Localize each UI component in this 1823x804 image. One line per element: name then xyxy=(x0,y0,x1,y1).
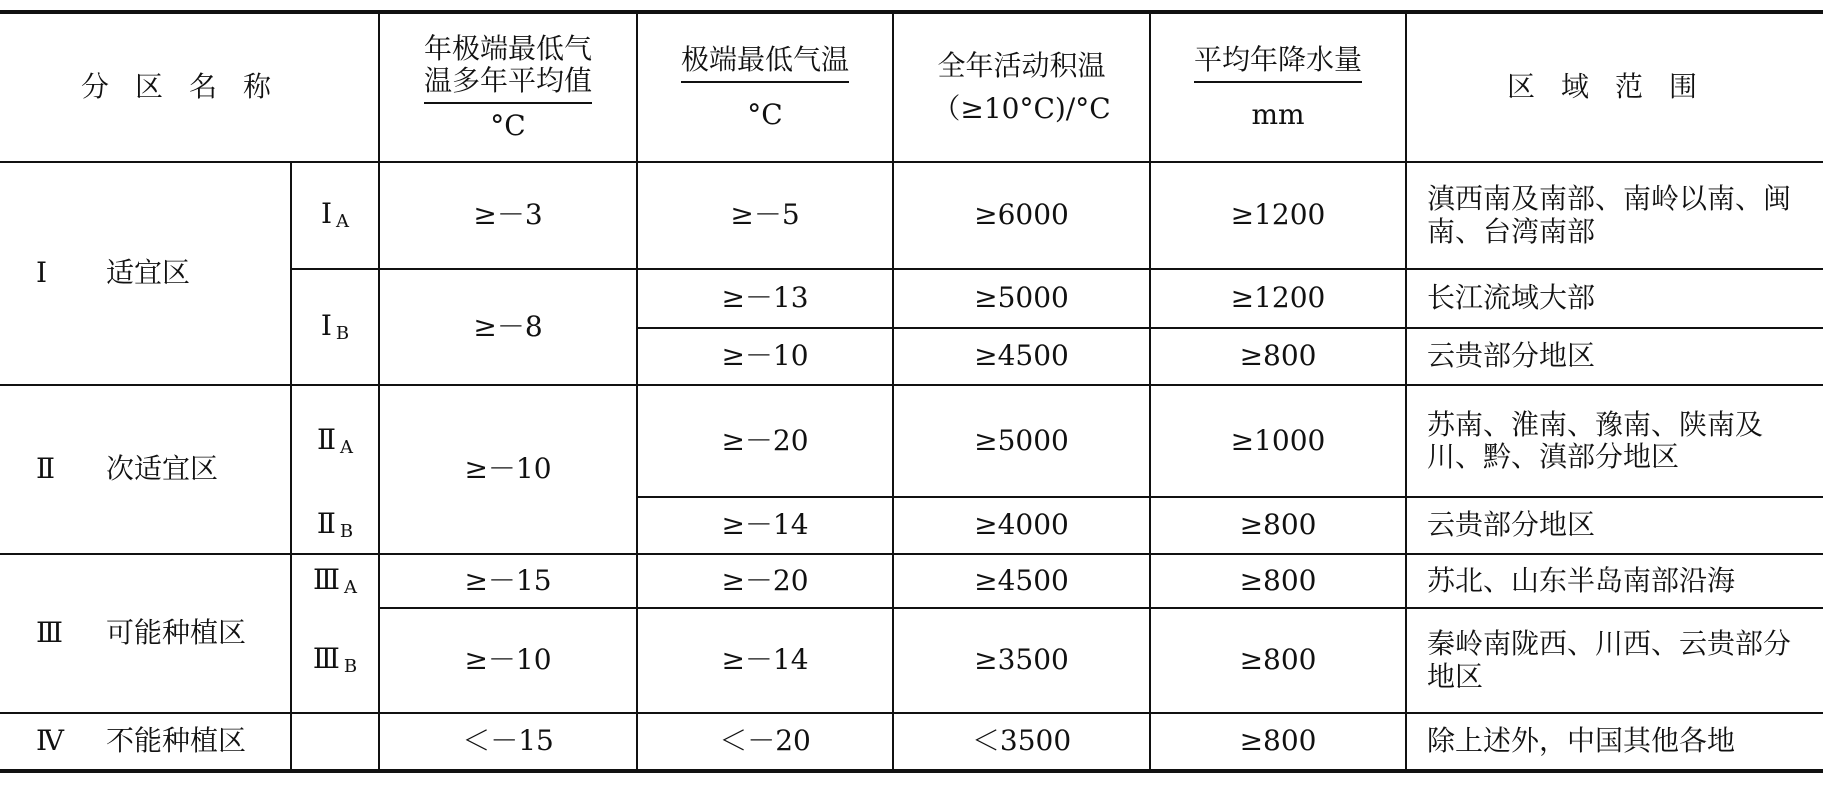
header-zone xyxy=(0,12,379,162)
header-min-temp-avg-label xyxy=(424,33,592,103)
zone-numeral: Ⅰ xyxy=(36,256,48,290)
header-accum-temp xyxy=(893,12,1150,162)
region-cell: 苏北、山东半岛南部沿海 xyxy=(1406,554,1823,608)
header-region xyxy=(1406,12,1823,162)
extreme-min-cell: ≥－13 xyxy=(637,269,893,328)
min-temp-avg-cell: ≥－10 xyxy=(379,385,637,554)
zone-cell-1 xyxy=(0,162,291,385)
extreme-min-cell: ≥－14 xyxy=(637,608,893,713)
header-accum-temp-label: 全年活动积温 xyxy=(937,49,1106,83)
subzone-letter: B xyxy=(343,655,358,677)
header-row xyxy=(0,12,1823,162)
zone-cell-3 xyxy=(0,554,291,713)
extreme-min-cell: ≥－10 xyxy=(637,328,893,385)
precip-cell: ≥800 xyxy=(1150,713,1406,771)
region-cell: 苏南、淮南、豫南、陕南及川、黔、滇部分地区 xyxy=(1406,385,1823,497)
table-row xyxy=(0,162,1823,269)
precip-cell: ≥800 xyxy=(1150,328,1406,385)
subzone-letter: B xyxy=(339,520,354,542)
subzone-cell xyxy=(291,162,379,269)
subzone-numeral: Ⅲ xyxy=(313,563,341,597)
subzone-cell-empty xyxy=(291,713,379,771)
header-min-temp-avg-line1: 年极端最低气 xyxy=(424,32,593,66)
zone-name: 适宜区 xyxy=(106,256,191,290)
subzone-numeral: Ⅱ xyxy=(316,506,336,540)
table-row xyxy=(0,554,1823,608)
subzone-numeral: Ⅰ xyxy=(320,308,332,342)
header-accum-temp-unit: （≥10°C)/°C xyxy=(932,91,1111,125)
table-row xyxy=(0,385,1823,497)
extreme-min-cell: ＜－20 xyxy=(637,713,893,771)
subzone-letter: A xyxy=(340,437,354,459)
region-cell: 云贵部分地区 xyxy=(1406,328,1823,385)
extreme-min-cell: ≥－5 xyxy=(637,162,893,269)
extreme-min-cell: ≥－20 xyxy=(637,385,893,497)
header-min-temp-avg-line2: 温多年平均值 xyxy=(424,64,593,98)
precip-cell: ≥1000 xyxy=(1150,385,1406,497)
precip-cell: ≥800 xyxy=(1150,554,1406,608)
accum-temp-cell: ＜3500 xyxy=(893,713,1150,771)
header-precip xyxy=(1150,12,1406,162)
region-cell: 长江流域大部 xyxy=(1406,269,1823,328)
header-extreme-min xyxy=(637,12,893,162)
accum-temp-cell: ≥3500 xyxy=(893,608,1150,713)
min-temp-avg-cell: ≥－8 xyxy=(379,269,637,385)
zone-name: 次适宜区 xyxy=(106,452,219,486)
subzone-letter: A xyxy=(336,211,350,233)
header-min-temp-avg xyxy=(379,12,637,162)
extreme-min-cell: ≥－20 xyxy=(637,554,893,608)
subzone-cell xyxy=(291,554,379,608)
zoning-table xyxy=(0,10,1823,773)
region-cell: 云贵部分地区 xyxy=(1406,497,1823,554)
accum-temp-cell: ≥4000 xyxy=(893,497,1150,554)
region-cell: 秦岭南陇西、川西、云贵部分地区 xyxy=(1406,608,1823,713)
accum-temp-cell: ≥4500 xyxy=(893,554,1150,608)
extreme-min-cell: ≥－14 xyxy=(637,497,893,554)
region-cell: 除上述外，中国其他各地 xyxy=(1406,713,1823,771)
zone-cell-2 xyxy=(0,385,291,554)
zone-cell-4 xyxy=(0,713,291,771)
accum-temp-cell: ≥5000 xyxy=(893,269,1150,328)
header-region-label: 区域范围 xyxy=(1507,70,1724,104)
header-zone-label: 分区名称 xyxy=(81,70,298,104)
precip-cell: ≥800 xyxy=(1150,497,1406,554)
accum-temp-cell: ≥5000 xyxy=(893,385,1150,497)
subzone-cell xyxy=(291,385,379,497)
subzone-numeral: Ⅱ xyxy=(316,423,337,457)
header-min-temp-avg-unit: °C xyxy=(490,108,526,142)
table-row xyxy=(0,713,1823,771)
min-temp-avg-cell: ＜－15 xyxy=(379,713,637,771)
subzone-letter: A xyxy=(344,577,358,599)
min-temp-avg-cell: ≥－15 xyxy=(379,554,637,608)
precip-cell: ≥1200 xyxy=(1150,162,1406,269)
zone-name: 不能种植区 xyxy=(106,724,247,758)
subzone-numeral: Ⅰ xyxy=(320,197,333,231)
min-temp-avg-cell: ≥－10 xyxy=(379,608,637,713)
header-precip-label: 平均年降水量 xyxy=(1194,44,1362,82)
zone-name: 可能种植区 xyxy=(106,616,247,650)
subzone-cell xyxy=(291,269,379,385)
header-extreme-min-label: 极端最低气温 xyxy=(681,44,849,82)
zone-numeral: Ⅲ xyxy=(36,616,64,650)
subzone-cell xyxy=(291,608,379,713)
zone-numeral: Ⅱ xyxy=(36,452,56,486)
subzone-cell xyxy=(291,497,379,554)
header-precip-unit: mm xyxy=(1251,97,1305,131)
region-cell: 滇西南及南部、南岭以南、闽南、台湾南部 xyxy=(1406,162,1823,269)
subzone-letter: B xyxy=(335,322,350,344)
zone-numeral: Ⅳ xyxy=(36,724,64,758)
min-temp-avg-cell: ≥－3 xyxy=(379,162,637,269)
accum-temp-cell: ≥6000 xyxy=(893,162,1150,269)
subzone-numeral: Ⅲ xyxy=(312,641,340,675)
accum-temp-cell: ≥4500 xyxy=(893,328,1150,385)
precip-cell: ≥800 xyxy=(1150,608,1406,713)
precip-cell: ≥1200 xyxy=(1150,269,1406,328)
header-extreme-min-unit: °C xyxy=(747,97,783,131)
